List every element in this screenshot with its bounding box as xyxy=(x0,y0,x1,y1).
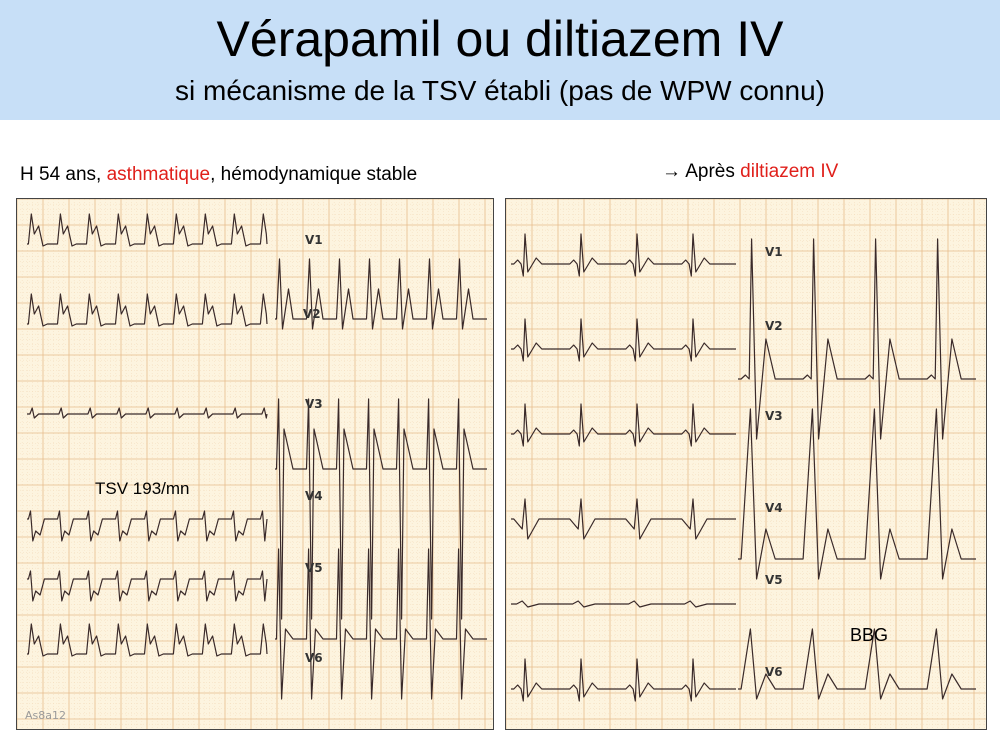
lead-label-v4: V4 xyxy=(765,501,783,515)
ecg-trace-before xyxy=(17,199,493,729)
rhythm-label: TSV 193/mn xyxy=(95,479,190,498)
trace-after-v4v5 xyxy=(738,409,976,579)
slide-title: Vérapamil ou diltiazem IV xyxy=(216,11,784,67)
trace-after-row3 xyxy=(511,404,736,446)
lead-label-v2: V2 xyxy=(303,307,321,321)
slide-subtitle: si mécanisme de la TSV établi (pas de WPW connu) xyxy=(175,75,825,106)
left-caption-suffix: , hémodynamique stable xyxy=(210,164,418,185)
lead-label-v5: V5 xyxy=(765,573,783,587)
block-label: BBG xyxy=(850,625,889,645)
watermark-label: As8a12 xyxy=(25,709,66,722)
ecg-strip-before xyxy=(16,198,494,730)
ecg-grid xyxy=(506,199,986,729)
arrow-icon: → xyxy=(662,161,681,182)
lead-label-v2: V2 xyxy=(765,319,783,333)
right-caption-prefix: Après xyxy=(685,161,741,182)
left-caption xyxy=(20,163,417,187)
trace-after-row6 xyxy=(511,659,736,701)
left-caption-highlight: asthmatique xyxy=(106,164,211,185)
left-caption-prefix: H 54 ans, xyxy=(20,164,107,185)
lead-label-v4: V4 xyxy=(305,489,323,503)
lead-label-v1: V1 xyxy=(305,233,323,247)
trace-after-row1 xyxy=(511,234,736,276)
lead-label-v6: V6 xyxy=(305,651,323,665)
trace-after-row4 xyxy=(511,499,736,539)
right-caption-highlight: diltiazem IV xyxy=(740,161,839,182)
lead-label-v6: V6 xyxy=(765,665,783,679)
lead-label-v3: V3 xyxy=(765,409,783,423)
trace-after-row5 xyxy=(511,601,736,607)
lead-label-v3: V3 xyxy=(305,397,323,411)
ecg-grid xyxy=(17,199,493,729)
lead-label-v5: V5 xyxy=(305,561,323,575)
ecg-strip-after xyxy=(505,198,987,730)
ecg-trace-after xyxy=(506,199,986,729)
lead-label-v1: V1 xyxy=(765,245,783,259)
right-caption xyxy=(662,160,838,184)
